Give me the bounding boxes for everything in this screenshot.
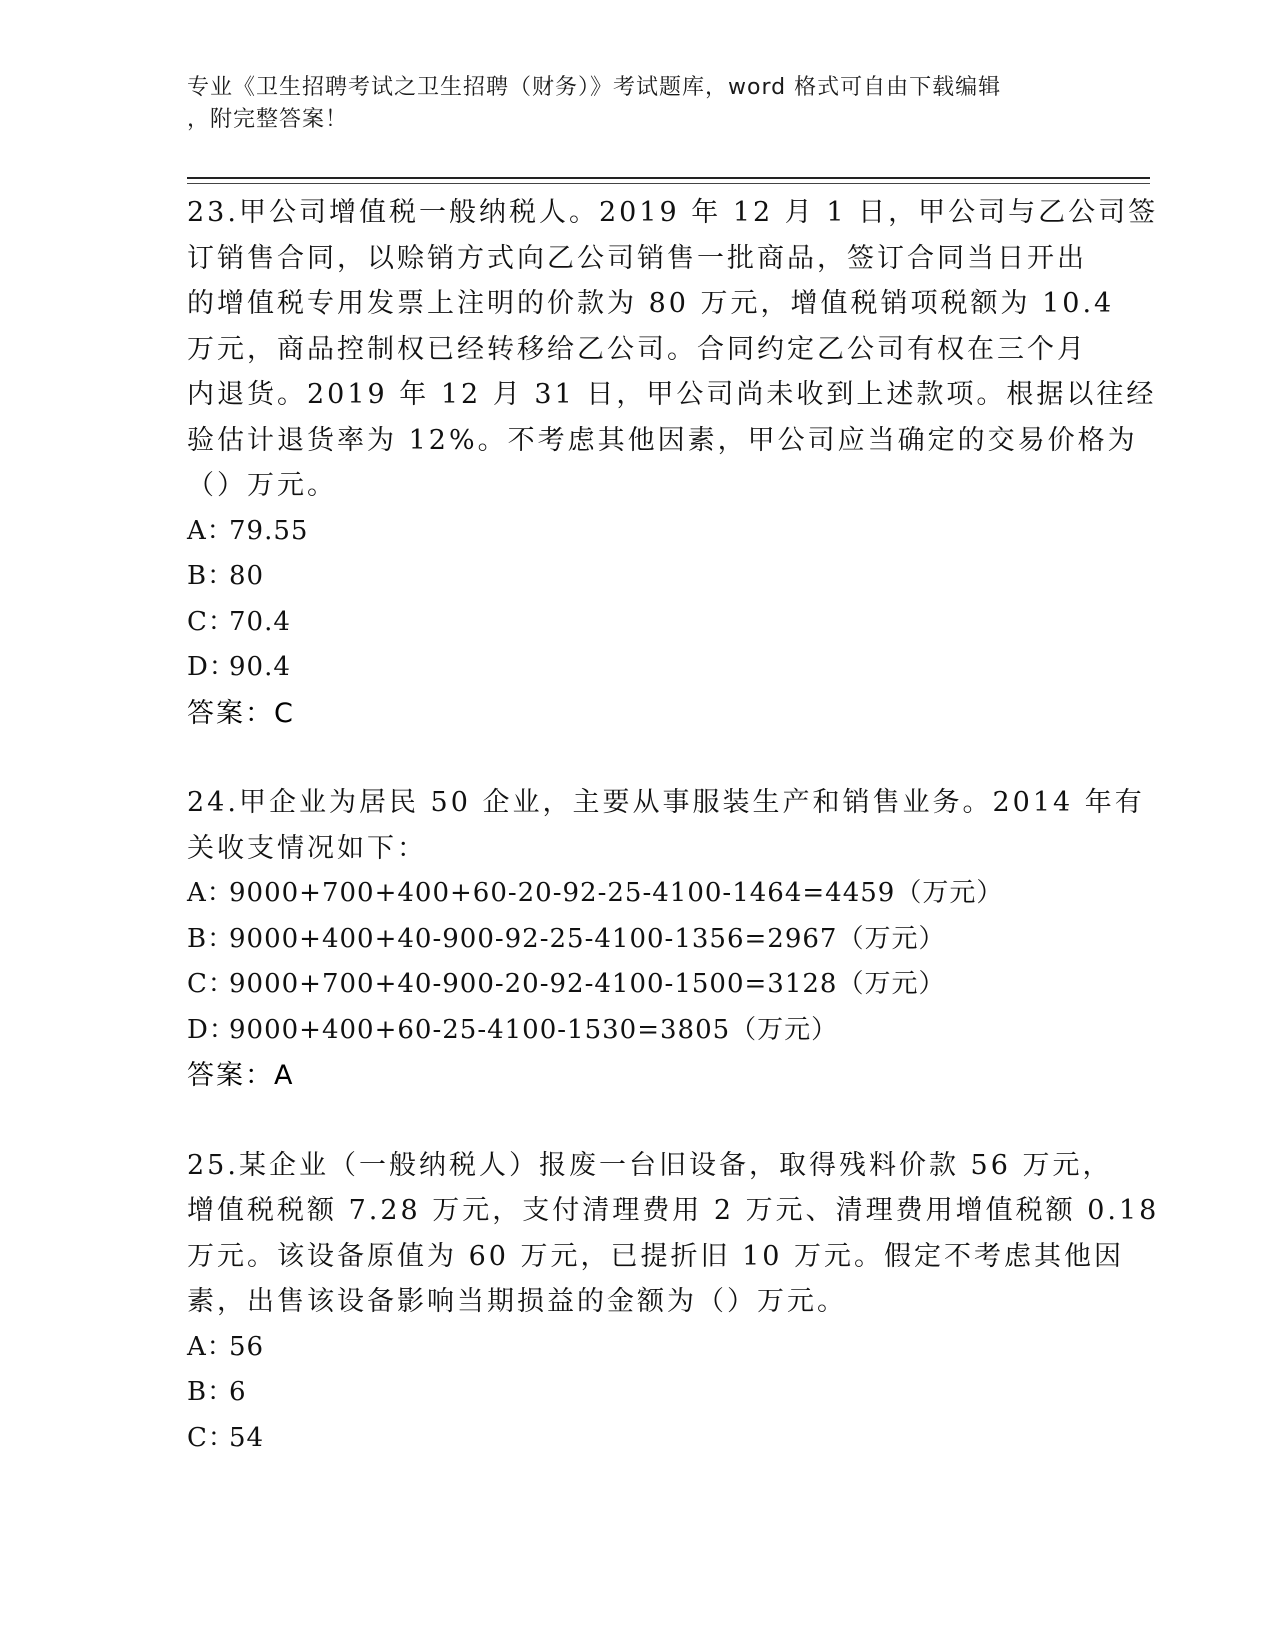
option-c [187, 962, 1087, 1008]
option-c [187, 600, 1087, 646]
option-key: A： [187, 1331, 234, 1362]
question-list [187, 190, 1160, 1461]
option-a [187, 871, 1087, 917]
option-d [187, 1008, 1087, 1054]
document-header [187, 72, 1067, 136]
option-b [187, 554, 1087, 600]
question-text-line: 万元。该设备原值为 60 万元，已提折旧 10 万元。假定不考虑其他因 [187, 1240, 1125, 1272]
question-text-line: 万元，商品控制权已经转移给乙公司。合同约定乙公司有权在三个月 [187, 333, 1087, 365]
question-23 [187, 190, 1159, 736]
answer-label: 答案：A [187, 1060, 295, 1091]
option-key: D： [187, 652, 236, 682]
question-text-line: 24.甲企业为居民 50 企业，主要从事服装生产和销售业务。2014 年有 [187, 787, 1145, 818]
question-text-line: 内退货。2019 年 12 月 31 日，甲公司尚未收到上述款项。根据以往经 [187, 379, 1157, 410]
option-d [187, 645, 1087, 691]
question-text-line: 验估计退货率为 12%。不考虑其他因素，甲公司应当确定的交易价格为 [187, 424, 1138, 456]
question-spacer [187, 1099, 1087, 1143]
option-text: 9000+400+40-900-92-25-4100-1356=2967（万元） [229, 923, 946, 954]
option-key: C： [187, 969, 235, 999]
option-text: 70.4 [229, 606, 291, 637]
answer-label: 答案：C [187, 697, 295, 729]
header-divider-thick [187, 177, 1150, 179]
option-key: C： [187, 1422, 235, 1453]
option-key: B： [187, 1377, 235, 1407]
option-key: C： [187, 606, 235, 637]
option-a [187, 509, 1087, 555]
option-key: A： [187, 878, 234, 908]
option-key: B： [187, 561, 235, 591]
option-key: D： [187, 1014, 236, 1045]
question-text-line: 的增值税专用发票上注明的价款为 80 万元，增值税销项税额为 10.4 [187, 288, 1115, 319]
option-text: 90.4 [229, 652, 291, 682]
option-key: B： [187, 923, 235, 954]
header-title-line-1: 专业《卫生招聘考试之卫生招聘（财务）》考试题库，word 格式可自由下载编辑 [187, 75, 1002, 100]
question-text-line: 增值税税额 7.28 万元，支付清理费用 2 万元、清理费用增值税额 0.18 [187, 1195, 1160, 1226]
option-b [187, 1370, 1087, 1416]
question-text-line: （）万元。 [187, 470, 337, 501]
question-text-line: 素，出售该设备影响当期损益的金额为（）万元。 [187, 1286, 847, 1317]
option-text: 54 [229, 1422, 265, 1453]
question-text-line: 25.某企业（一般纳税人）报废一台旧设备，取得残料价款 56 万元， [187, 1149, 1113, 1181]
header-divider-thin [187, 183, 1150, 184]
question-24 [187, 780, 1145, 1099]
option-b [187, 917, 1087, 963]
option-text: 9000+700+400+60-20-92-25-4100-1464=4459（万元） [229, 878, 1004, 908]
option-key: A： [187, 515, 234, 546]
option-text: 9000+400+60-25-4100-1530=3805（万元） [229, 1014, 839, 1045]
option-text: 56 [229, 1331, 265, 1362]
question-25 [187, 1143, 1160, 1462]
header-title-line-2: ，附完整答案！ [187, 107, 349, 132]
option-text: 79.55 [229, 515, 309, 546]
option-c [187, 1416, 1087, 1462]
option-text: 9000+700+40-900-20-92-4100-1500=3128（万元） [229, 969, 946, 999]
question-text-line: 关收支情况如下： [187, 832, 427, 864]
option-text: 80 [229, 561, 265, 591]
question-text-line: 订销售合同，以赊销方式向乙公司销售一批商品，签订合同当日开出 [187, 242, 1087, 274]
option-a [187, 1325, 1087, 1371]
option-text: 6 [229, 1377, 247, 1407]
question-spacer [187, 736, 1087, 780]
question-text-line: 23.甲公司增值税一般纳税人。2019 年 12 月 1 日，甲公司与乙公司签 [187, 197, 1159, 228]
